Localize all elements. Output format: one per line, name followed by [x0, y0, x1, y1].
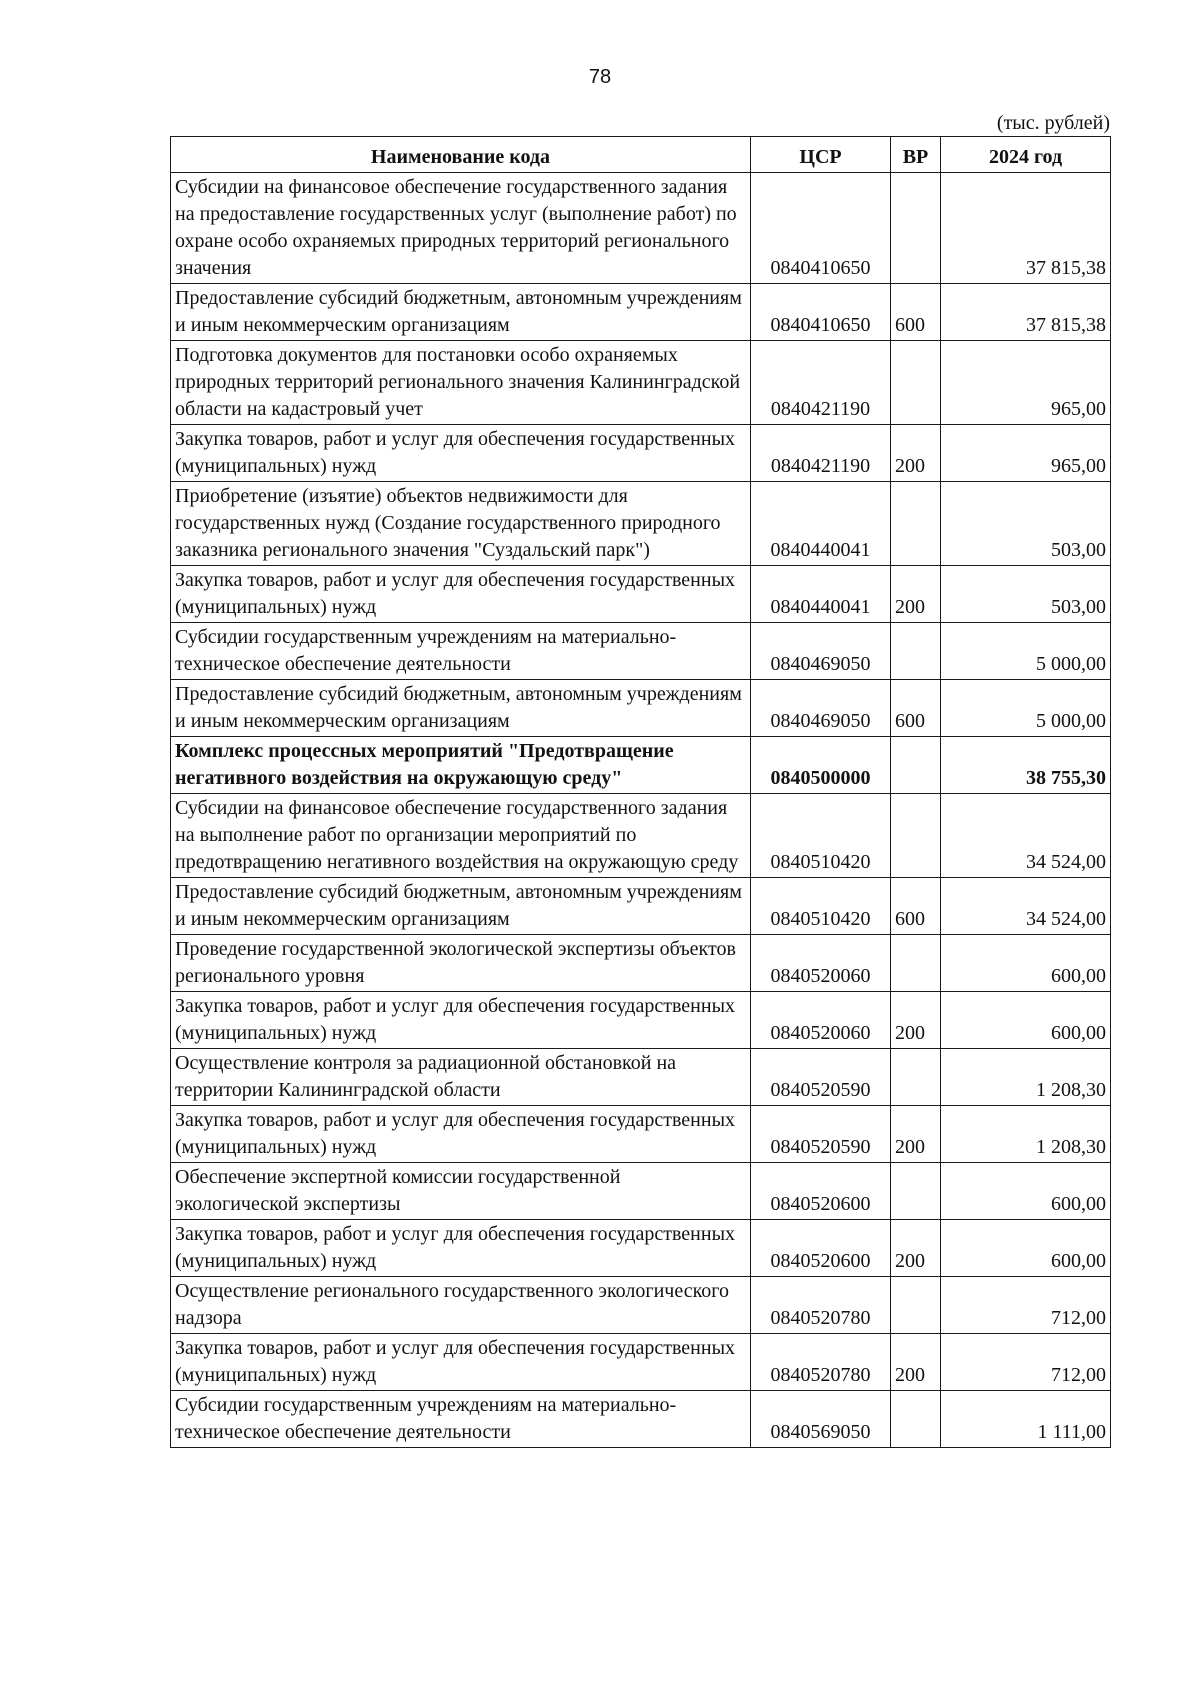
units-label: (тыс. рублей)	[996, 112, 1110, 134]
cell-vr	[891, 1163, 941, 1220]
table-row	[171, 992, 1111, 1049]
table-row	[171, 1277, 1111, 1334]
table-row	[171, 482, 1111, 566]
cell-vr	[891, 794, 941, 878]
header-amount: 2024 год	[941, 137, 1111, 173]
table-row	[171, 1106, 1111, 1163]
cell-name: Подготовка документов для постановки особо охраняемых природных территорий регионального значения Калининградской области на кадастровый учет	[171, 341, 751, 425]
page-number: 78	[588, 66, 612, 88]
cell-vr: 600	[891, 680, 941, 737]
cell-csr: 0840520600	[751, 1220, 891, 1277]
cell-vr: 200	[891, 1220, 941, 1277]
table-row	[171, 680, 1111, 737]
table-row	[171, 425, 1111, 482]
cell-vr	[891, 1391, 941, 1448]
cell-csr: 0840510420	[751, 878, 891, 935]
cell-csr: 0840520590	[751, 1106, 891, 1163]
cell-vr: 200	[891, 1106, 941, 1163]
cell-vr	[891, 623, 941, 680]
cell-vr	[891, 341, 941, 425]
cell-name: Предоставление субсидий бюджетным, автономным учреждениям и иным некоммерческим организациям	[171, 680, 751, 737]
cell-amount: 503,00	[941, 566, 1111, 623]
cell-csr: 0840410650	[751, 284, 891, 341]
table-row	[171, 1220, 1111, 1277]
cell-name: Субсидии на финансовое обеспечение государственного задания на выполнение работ по организации мероприятий по предотвращению негативного воздействия на окружающую среду	[171, 794, 751, 878]
table-row	[171, 341, 1111, 425]
table-row	[171, 623, 1111, 680]
cell-name: Приобретение (изъятие) объектов недвижимости для государственных нужд (Создание государственного природного заказника регионального значения "Суздальский парк")	[171, 482, 751, 566]
budget-table	[170, 136, 1111, 1448]
cell-vr	[891, 737, 941, 794]
cell-name: Закупка товаров, работ и услуг для обеспечения государственных (муниципальных) нужд	[171, 425, 751, 482]
cell-amount: 37 815,38	[941, 173, 1111, 284]
cell-amount: 1 111,00	[941, 1391, 1111, 1448]
cell-csr: 0840500000	[751, 737, 891, 794]
cell-name: Предоставление субсидий бюджетным, автономным учреждениям и иным некоммерческим организациям	[171, 878, 751, 935]
table-row	[171, 878, 1111, 935]
cell-amount: 1 208,30	[941, 1049, 1111, 1106]
cell-vr	[891, 173, 941, 284]
cell-name: Осуществление регионального государственного экологического надзора	[171, 1277, 751, 1334]
table-row	[171, 1391, 1111, 1448]
table-row	[171, 173, 1111, 284]
table-header-row	[171, 137, 1111, 173]
table-row	[171, 1334, 1111, 1391]
table-row	[171, 737, 1111, 794]
table-row	[171, 284, 1111, 341]
cell-name: Закупка товаров, работ и услуг для обеспечения государственных (муниципальных) нужд	[171, 1334, 751, 1391]
cell-amount: 965,00	[941, 341, 1111, 425]
cell-vr	[891, 1277, 941, 1334]
table-row	[171, 935, 1111, 992]
cell-name: Субсидии государственным учреждениям на материально-техническое обеспечение деятельности	[171, 1391, 751, 1448]
table-row	[171, 794, 1111, 878]
cell-vr: 600	[891, 284, 941, 341]
cell-csr: 0840421190	[751, 425, 891, 482]
cell-amount: 600,00	[941, 1220, 1111, 1277]
cell-name: Предоставление субсидий бюджетным, автономным учреждениям и иным некоммерческим организациям	[171, 284, 751, 341]
cell-name: Закупка товаров, работ и услуг для обеспечения государственных (муниципальных) нужд	[171, 566, 751, 623]
cell-name: Закупка товаров, работ и услуг для обеспечения государственных (муниципальных) нужд	[171, 1220, 751, 1277]
cell-amount: 712,00	[941, 1334, 1111, 1391]
cell-csr: 0840421190	[751, 341, 891, 425]
cell-csr: 0840520060	[751, 992, 891, 1049]
cell-name: Закупка товаров, работ и услуг для обеспечения государственных (муниципальных) нужд	[171, 992, 751, 1049]
table-row	[171, 1049, 1111, 1106]
header-vr: ВР	[891, 137, 941, 173]
cell-vr: 200	[891, 1334, 941, 1391]
cell-csr: 0840520780	[751, 1334, 891, 1391]
header-name: Наименование кода	[171, 137, 751, 173]
cell-name: Закупка товаров, работ и услуг для обеспечения государственных (муниципальных) нужд	[171, 1106, 751, 1163]
table-row	[171, 566, 1111, 623]
cell-csr: 0840440041	[751, 482, 891, 566]
cell-csr: 0840410650	[751, 173, 891, 284]
cell-vr: 200	[891, 992, 941, 1049]
cell-amount: 1 208,30	[941, 1106, 1111, 1163]
cell-vr: 200	[891, 566, 941, 623]
cell-csr: 0840440041	[751, 566, 891, 623]
cell-name: Комплекс процессных мероприятий "Предотвращение негативного воздействия на окружающую среду"	[171, 737, 751, 794]
cell-amount: 712,00	[941, 1277, 1111, 1334]
cell-amount: 5 000,00	[941, 623, 1111, 680]
cell-name: Обеспечение экспертной комиссии государственной экологической экспертизы	[171, 1163, 751, 1220]
cell-amount: 34 524,00	[941, 878, 1111, 935]
cell-csr: 0840469050	[751, 623, 891, 680]
cell-csr: 0840520060	[751, 935, 891, 992]
cell-amount: 38 755,30	[941, 737, 1111, 794]
cell-vr: 600	[891, 878, 941, 935]
cell-csr: 0840510420	[751, 794, 891, 878]
cell-vr	[891, 935, 941, 992]
cell-amount: 600,00	[941, 1163, 1111, 1220]
cell-name: Субсидии государственным учреждениям на материально-техническое обеспечение деятельности	[171, 623, 751, 680]
cell-amount: 600,00	[941, 992, 1111, 1049]
cell-amount: 37 815,38	[941, 284, 1111, 341]
header-csr: ЦСР	[751, 137, 891, 173]
cell-amount: 34 524,00	[941, 794, 1111, 878]
cell-name: Проведение государственной экологической экспертизы объектов регионального уровня	[171, 935, 751, 992]
cell-vr: 200	[891, 425, 941, 482]
cell-amount: 600,00	[941, 935, 1111, 992]
cell-name: Осуществление контроля за радиационной обстановкой на территории Калининградской области	[171, 1049, 751, 1106]
cell-amount: 965,00	[941, 425, 1111, 482]
cell-name: Субсидии на финансовое обеспечение государственного задания на предоставление государственных услуг (выполнение работ) по охране особо охраняемых природных территорий регионального значения	[171, 173, 751, 284]
cell-csr: 0840520590	[751, 1049, 891, 1106]
cell-csr: 0840469050	[751, 680, 891, 737]
cell-vr	[891, 482, 941, 566]
cell-amount: 503,00	[941, 482, 1111, 566]
table-body	[171, 173, 1111, 1448]
cell-amount: 5 000,00	[941, 680, 1111, 737]
cell-vr	[891, 1049, 941, 1106]
cell-csr: 0840569050	[751, 1391, 891, 1448]
cell-csr: 0840520600	[751, 1163, 891, 1220]
table-row	[171, 1163, 1111, 1220]
cell-csr: 0840520780	[751, 1277, 891, 1334]
